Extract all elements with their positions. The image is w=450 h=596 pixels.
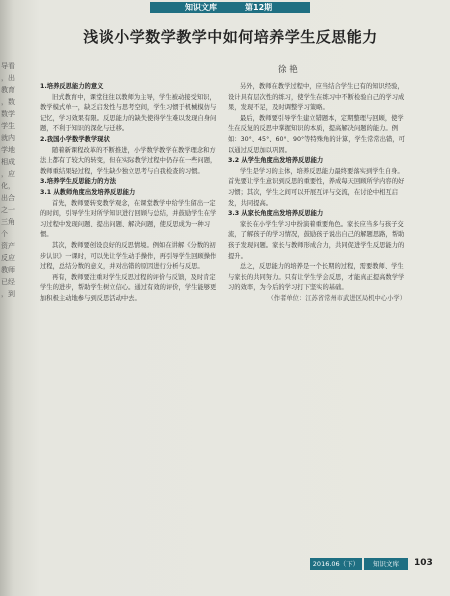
bleed-text: 教师 xyxy=(1,266,15,274)
body-paragraph: 首先，教师要转变教学观念，在课堂教学中给学生留出一定的时间，引导学生对所学知识进行回顾与总结，并鼓励学生在学习过程中发现问题、提出问题、解决问题，使反思成为一种习惯。 xyxy=(40,199,217,239)
bleed-text: 已经 xyxy=(1,278,15,286)
body-paragraph: 另外，教师在教学过程中，应当结合学生已有的知识经验，设计具有层次性的练习，使学生在练习中不断检验自己的学习成果，发现不足，及时调整学习策略。 xyxy=(228,83,405,112)
previous-page-edge xyxy=(0,60,16,530)
bleed-text: ，应 xyxy=(1,170,15,178)
bleed-text: 个 xyxy=(1,230,8,238)
section-heading: 3.1 从教师角度出发培养反思能力 xyxy=(40,188,136,196)
bleed-text: 化， xyxy=(1,182,15,190)
body-paragraph: 总之，反思能力的培养是一个长期的过程，需要教师、学生与家长的共同努力。只有让学生学会反思，才能真正提高数学学习的效率，为今后的学习打下坚实的基础。 xyxy=(228,263,405,292)
bleed-text: 反应 xyxy=(1,254,15,262)
bleed-text: ，到 xyxy=(1,290,15,298)
footer-magazine: 知识文库 xyxy=(364,558,408,570)
body-paragraph: 学生是学习的主体，培养反思能力最终要落实到学生自身。首先要让学生意识到反思的重要性，养成每天回顾所学内容的好习惯；其次，学生之间可以开展互评与交流，在讨论中相互启发，共同提高。 xyxy=(228,167,405,207)
bleed-text: 教育 xyxy=(1,86,15,94)
body-paragraph: 随着新课程改革的不断推进，小学数学教学在教学理念和方法上都有了较大的转变，但在实际教学过程中仍存在一些问题，教师重结果轻过程，学生缺少独立思考与自我检查的习惯。 xyxy=(40,146,217,175)
author-affiliation: （作者单位：江苏省常州市武进区局机中心小学） xyxy=(267,294,406,302)
body-paragraph: 旧式教育中，课堂往往以教师为主导，学生被动接受知识，教学模式单一，缺乏启发性与思考空间，学生习惯于机械模仿与记忆，学习效果有限。反思能力的缺失使得学生难以发现自身问题，不利于知识的深化与迁移。 xyxy=(40,93,217,133)
body-paragraph: 其次，教师要创设良好的反思情境。例如在讲解《分数的初步认识》一课时，可以先让学生动手操作，再引导学生回顾操作过程，总结分数的意义，并对出错的原因进行分析与反思。 xyxy=(40,241,217,271)
header-band xyxy=(150,2,310,13)
page-number: 103 xyxy=(414,558,433,568)
bleed-text: 相成 xyxy=(1,158,15,166)
bleed-text: 资产 xyxy=(1,242,15,250)
bleed-text: ，数 xyxy=(1,98,15,106)
section-heading: 3.2 从学生角度出发培养反思能力 xyxy=(228,157,324,165)
section-heading: 3.3 从家长角度出发培养反思能力 xyxy=(228,210,324,218)
bleed-text: 之一 xyxy=(1,206,15,214)
bleed-text: 学地 xyxy=(1,146,15,154)
section-heading: 3.培养学生反思能力的方法 xyxy=(40,178,117,186)
bleed-text: 就内 xyxy=(1,134,15,142)
bleed-text: 数学 xyxy=(1,110,15,118)
footer-date: 2016.06（下） xyxy=(310,558,362,570)
body-paragraph: 再有，教师要注重对学生反思过程的评价与反馈，及时肯定学生的进步，帮助学生树立信心。通过有效的评价，学生能够更加积极主动地参与到反思活动中去。 xyxy=(40,273,217,302)
text-column-left xyxy=(40,82,218,560)
bleed-text: 学生 xyxy=(1,122,15,130)
bleed-text: 导看 xyxy=(1,62,15,70)
section-heading: 1.培养反思能力的意义 xyxy=(40,83,104,90)
bleed-text: 出合 xyxy=(1,194,15,202)
issue-number: 第12期 xyxy=(245,3,273,12)
article-title: 浅谈小学数学教学中如何培养学生反思能力 xyxy=(83,28,378,46)
text-column-right xyxy=(228,82,406,560)
magazine-name: 知识文库 xyxy=(185,3,217,12)
running-header xyxy=(150,0,310,14)
body-paragraph: 家长在小学生学习中扮演着重要角色。家长应当多与孩子交流，了解孩子的学习情况，鼓励孩子说出自己的解题思路，帮助孩子发现问题。家长与教师形成合力，共同促进学生反思能力的提升。 xyxy=(228,220,405,260)
section-heading: 2.我国小学数学教学现状 xyxy=(40,135,110,143)
author-name: 徐 艳 xyxy=(278,65,298,75)
bleed-text: 三角 xyxy=(1,218,15,226)
body-paragraph: 最后，教师要引导学生建立错题本，定期整理与回顾，使学生在反复的反思中掌握知识的本质，提高解决问题的能力。例如：30°、45°、60°、90°等特殊角的计算，学生常常出错，可以通过反思加以巩固。 xyxy=(228,114,405,154)
bleed-text: ，出 xyxy=(1,74,15,82)
